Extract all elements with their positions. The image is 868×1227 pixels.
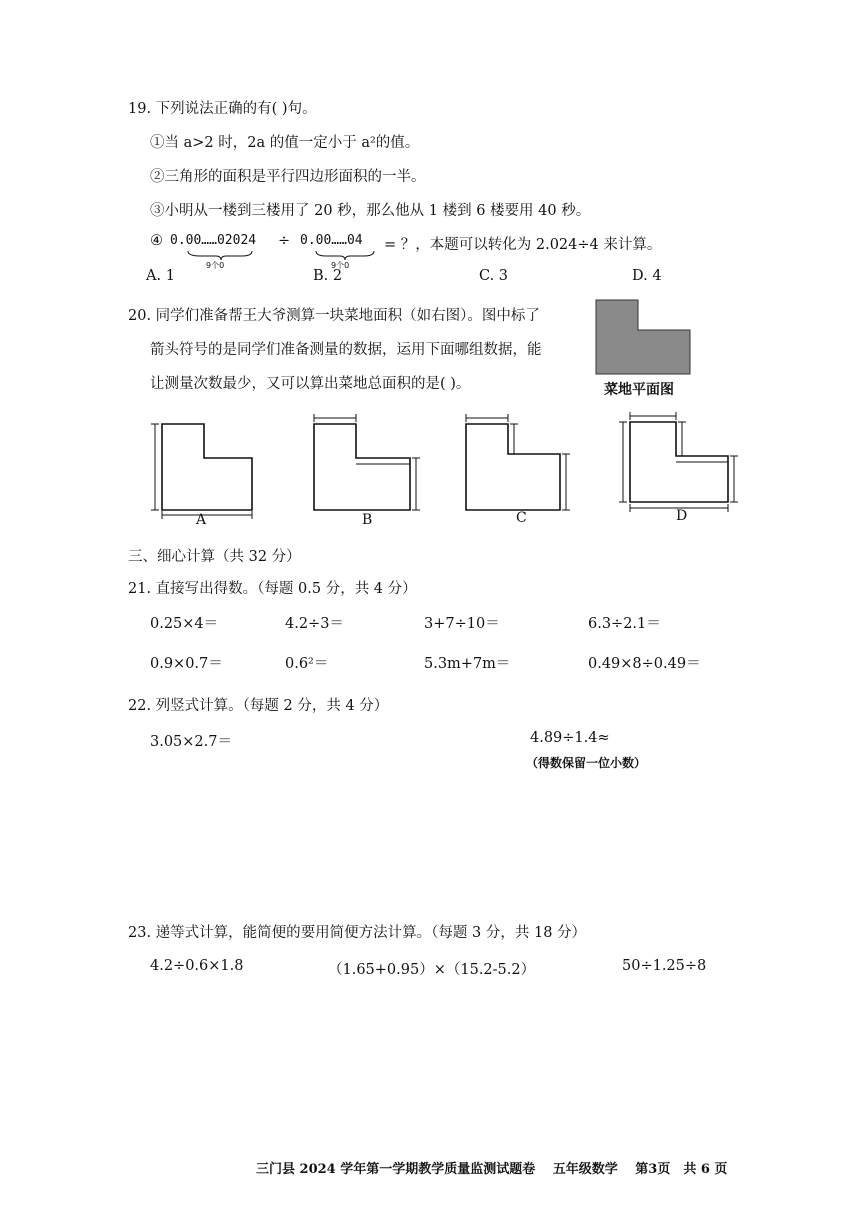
figure-c-label: C — [516, 510, 527, 526]
figure-b[interactable] — [308, 414, 428, 526]
q21-item: 0.9×0.7＝ — [150, 656, 223, 672]
figure-d[interactable] — [618, 412, 744, 526]
q19-brace-2-note: 9个0 — [331, 261, 350, 270]
q21-item: 5.3m+7m＝ — [424, 656, 511, 672]
q19-option-a[interactable]: A. 1 — [146, 268, 175, 284]
q21-item: 0.49×8÷0.49＝ — [588, 656, 701, 672]
q19-statement-2: ②三角形的面积是平行四边形面积的一半。 — [150, 169, 426, 185]
q19-stem: 19. 下列说法正确的有( )句。 — [128, 101, 317, 117]
plan-caption: 菜地平面图 — [604, 382, 674, 398]
q19-brace-1 — [186, 250, 256, 270]
q22-rounding-note: （得数保留一位小数） — [526, 756, 647, 770]
q19-divide-sign: ÷ — [278, 233, 291, 249]
q19-dividend: 0.00……02024 — [170, 233, 257, 248]
figure-c[interactable] — [460, 410, 584, 526]
q21-item: 0.25×4＝ — [150, 616, 219, 632]
figure-d-label: D — [676, 508, 688, 524]
q19-statement-4-prefix: ④ — [150, 233, 163, 249]
figure-b-label: B — [362, 512, 373, 528]
q19-statement-1: ①当 a>2 时，2a 的值一定小于 a²的值。 — [150, 135, 420, 151]
q19-brace-1-note: 9个0 — [206, 261, 225, 270]
q22-item-2: 4.89÷1.4≈ — [530, 730, 610, 746]
q19-option-b[interactable]: B. 2 — [313, 268, 343, 284]
q19-statement-3: ③小明从一楼到三楼用了 20 秒，那么他从 1 楼到 6 楼要用 40 秒。 — [150, 203, 591, 219]
q23-title: 23. 递等式计算，能简便的要用简便方法计算。（每题 3 分，共 18 分） — [128, 925, 587, 941]
q19-brace-2 — [314, 250, 378, 270]
page-footer: 三门县 2024 学年第一学期教学质量监测试题卷 五年级数学 第3页 共 6 页 — [256, 1162, 728, 1177]
q21-item: 3+7÷10＝ — [424, 616, 500, 632]
q21-item: 0.6²＝ — [285, 656, 329, 672]
figure-a[interactable] — [150, 418, 260, 528]
q23-item-3: 50÷1.25÷8 — [622, 958, 707, 974]
q21-item: 4.2÷3＝ — [285, 616, 344, 632]
section-3-title: 三、细心计算（共 32 分） — [128, 549, 301, 565]
q23-item-1: 4.2÷0.6×1.8 — [150, 958, 244, 974]
q22-item-1: 3.05×2.7＝ — [150, 734, 232, 750]
q21-item: 6.3÷2.1＝ — [588, 616, 661, 632]
vegetable-plot-plan — [596, 300, 692, 376]
q22-title: 22. 列竖式计算。（每题 2 分，共 4 分） — [128, 698, 389, 714]
q19-statement-4-suffix: = ？，本题可以转化为 2.024÷4 来计算。 — [384, 237, 662, 253]
q20-line-1: 20. 同学们准备帮王大爷测算一块菜地面积（如右图）。图中标了 — [128, 308, 540, 324]
q19-option-d[interactable]: D. 4 — [632, 268, 662, 284]
q23-item-2: （1.65+0.95）×（15.2-5.2） — [328, 962, 536, 978]
figure-a-label: A — [196, 512, 207, 528]
q19-divisor: 0.00……04 — [300, 233, 363, 248]
q21-title: 21. 直接写出得数。（每题 0.5 分，共 4 分） — [128, 581, 417, 597]
q19-option-c[interactable]: C. 3 — [479, 268, 509, 284]
q20-line-2: 箭头符号的是同学们准备测量的数据，运用下面哪组数据，能 — [150, 342, 542, 358]
q20-line-3: 让测量次数最少，又可以算出菜地总面积的是( )。 — [150, 376, 471, 392]
